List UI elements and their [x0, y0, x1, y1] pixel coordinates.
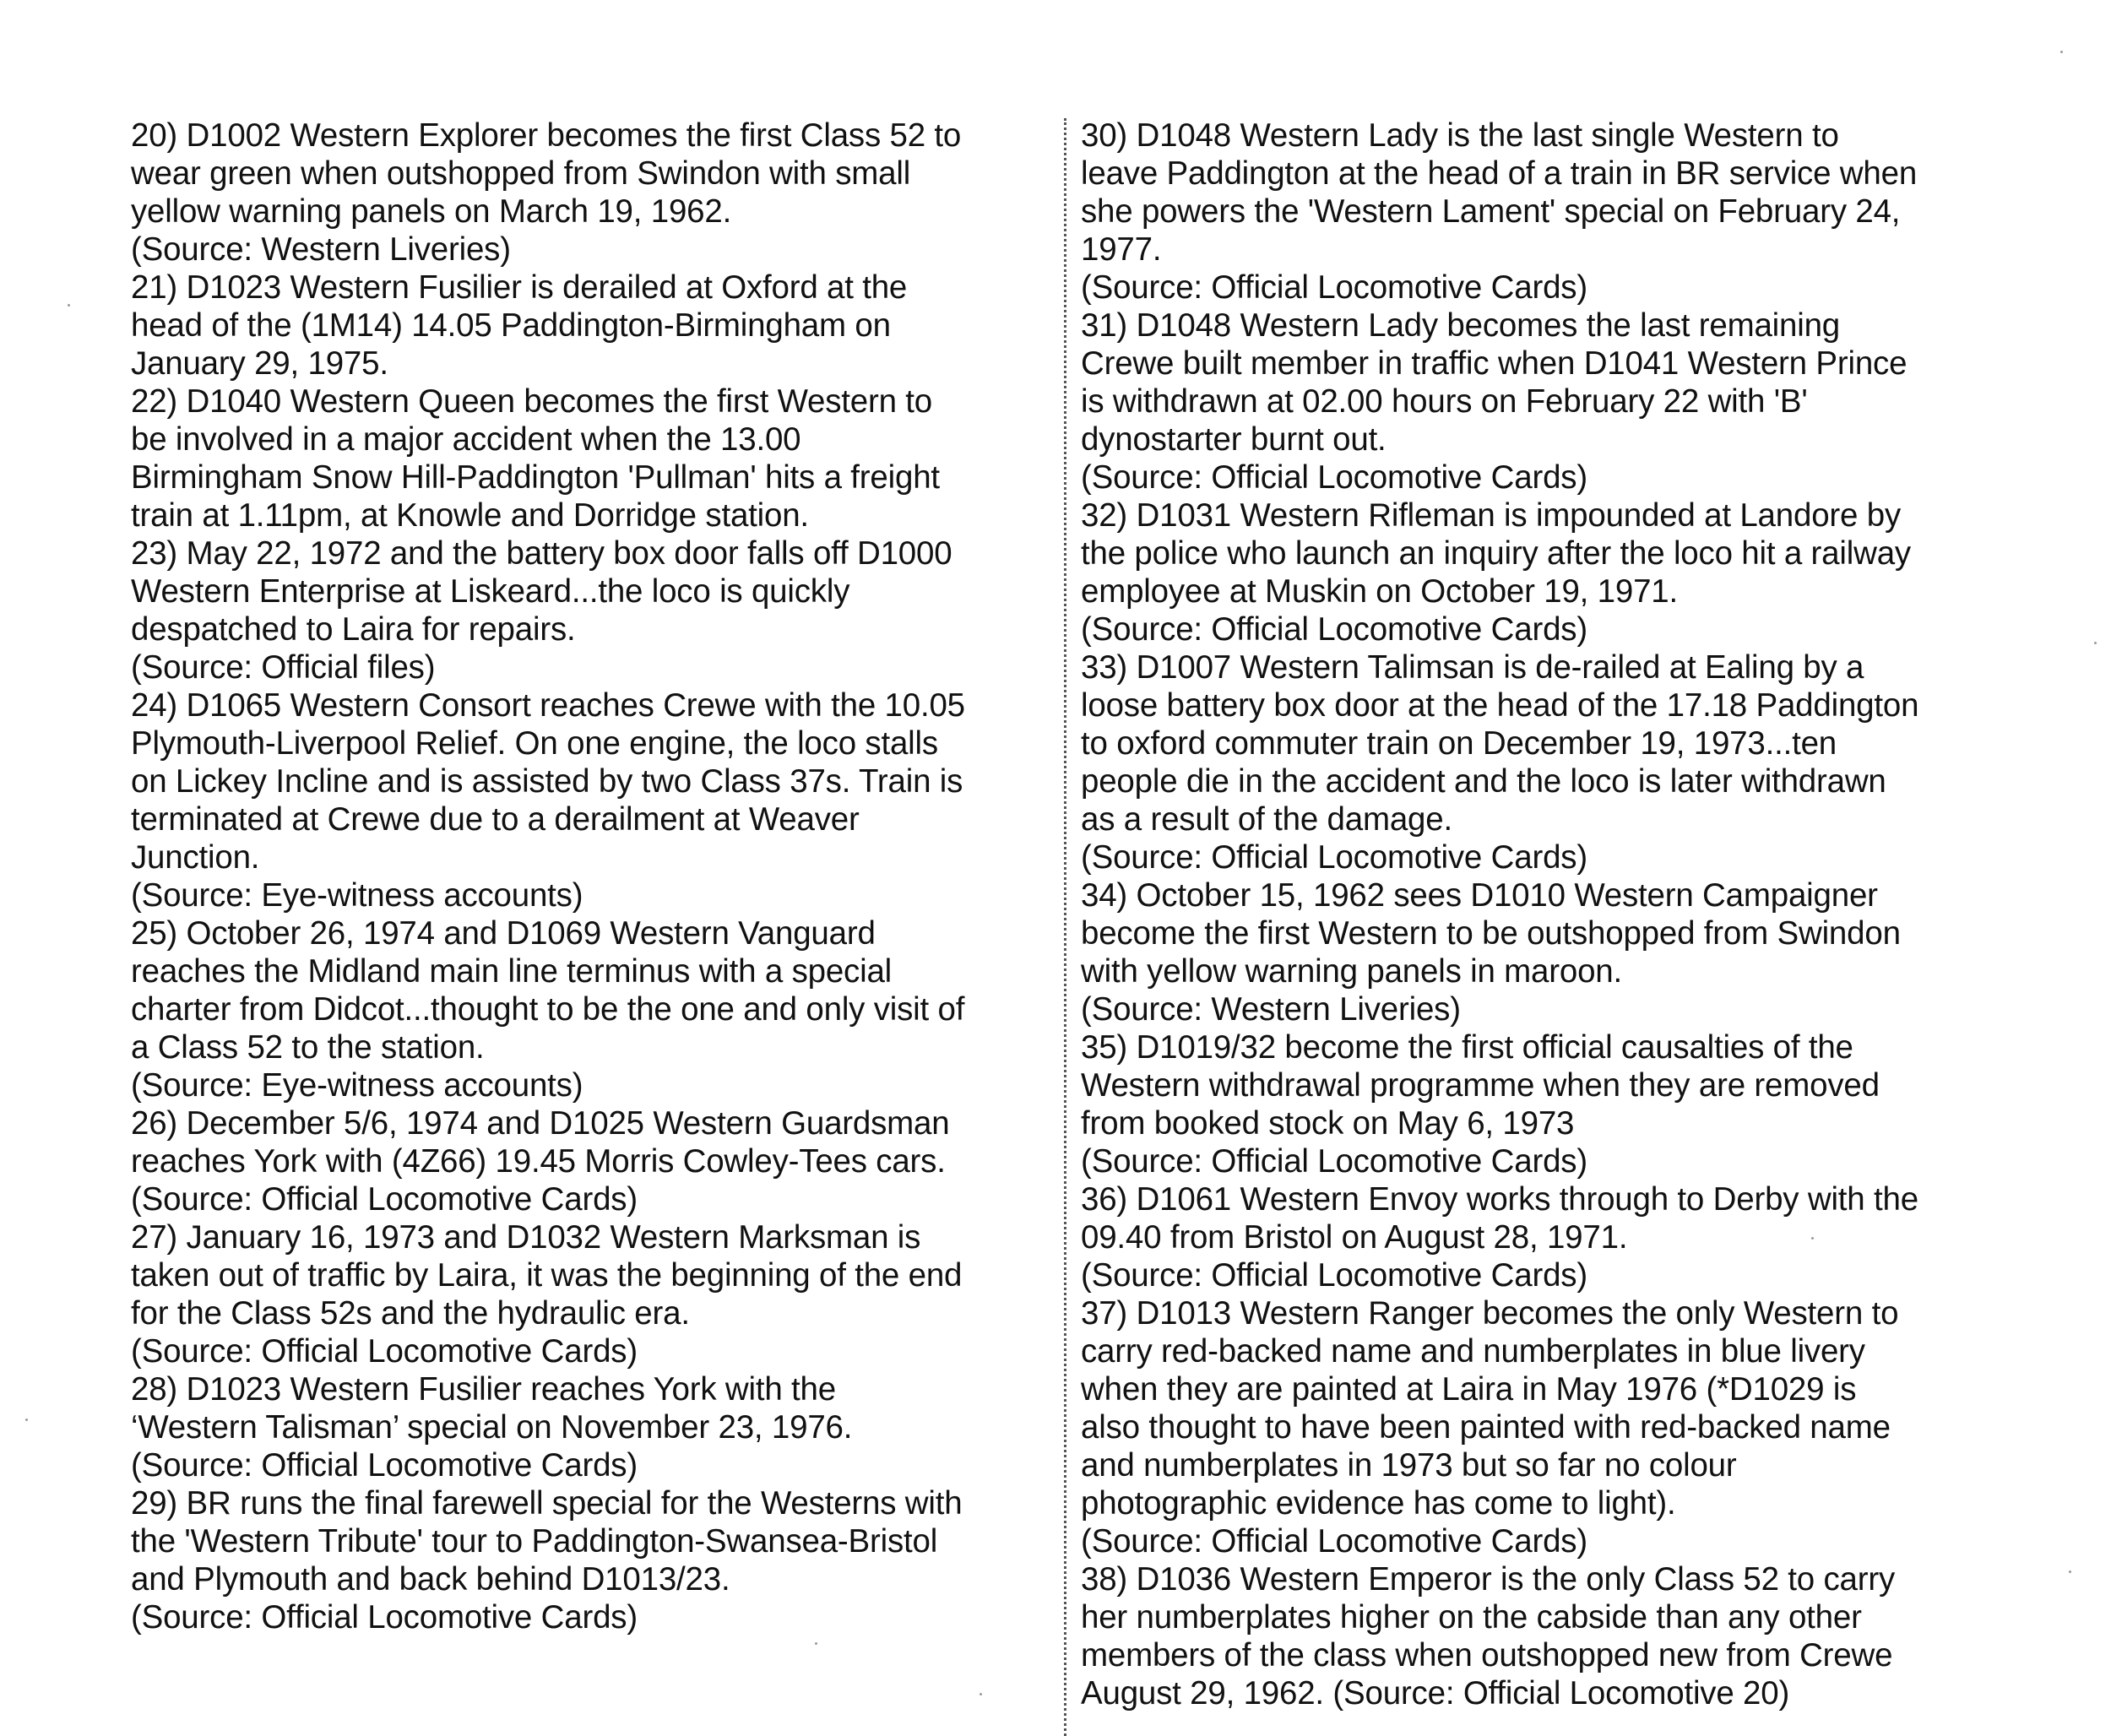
text-line: (Source: Official files)	[131, 649, 436, 686]
scan-speck	[1811, 1237, 1814, 1240]
text-line: 28) D1023 Western Fusilier reaches York with the	[131, 1371, 836, 1408]
column-divider	[1064, 118, 1066, 1736]
text-line: the 'Western Tribute' tour to Paddington-Swansea-Bristol	[131, 1523, 938, 1560]
scan-speck	[68, 304, 70, 307]
text-line: 21) D1023 Western Fusilier is derailed at Oxford at the	[131, 269, 908, 306]
text-line: (Source: Official Locomotive Cards)	[131, 1181, 638, 1218]
text-line: leave Paddington at the head of a train in BR service when	[1081, 155, 1918, 192]
text-line: for the Class 52s and the hydraulic era.	[131, 1295, 690, 1332]
text-line: with yellow warning panels in maroon.	[1081, 953, 1623, 990]
scan-speck	[2094, 642, 2097, 644]
text-line: 20) D1002 Western Explorer becomes the first Class 52 to	[131, 117, 962, 154]
text-line: be involved in a major accident when the 13.00	[131, 421, 801, 458]
text-line: photographic evidence has come to light).	[1081, 1485, 1676, 1522]
text-line: terminated at Crewe due to a derailment at Weaver	[131, 801, 860, 838]
text-line: 32) D1031 Western Rifleman is impounded at Landore by	[1081, 497, 1901, 534]
text-line: (Source: Official Locomotive Cards)	[1081, 1523, 1587, 1560]
text-line: 34) October 15, 1962 sees D1010 Western Campaigner	[1081, 877, 1878, 914]
text-line: become the first Western to be outshopped from Swindon	[1081, 915, 1901, 952]
text-line: ‘Western Talisman’ special on November 23, 1976.	[131, 1409, 853, 1446]
text-line: reaches York with (4Z66) 19.45 Morris Cowley-Tees cars.	[131, 1143, 946, 1180]
text-line: taken out of traffic by Laira, it was the beginning of the end	[131, 1257, 963, 1294]
text-line: charter from Didcot...thought to be the one and only visit of	[131, 991, 965, 1028]
text-line: wear green when outshopped from Swindon with small	[131, 155, 911, 192]
text-line: 36) D1061 Western Envoy works through to Derby with the	[1081, 1181, 1918, 1218]
left-column	[131, 117, 1043, 1636]
scan-speck	[2060, 51, 2063, 53]
text-line: 31) D1048 Western Lady becomes the last remaining	[1081, 307, 1841, 344]
text-line: Birmingham Snow Hill-Paddington 'Pullman' hits a freight	[131, 459, 940, 496]
text-line: 27) January 16, 1973 and D1032 Western Marksman is	[131, 1219, 921, 1256]
text-line: her numberplates higher on the cabside than any other	[1081, 1599, 1862, 1636]
text-line: (Source: Official Locomotive Cards)	[131, 1333, 638, 1370]
text-line: 09.40 from Bristol on August 28, 1971.	[1081, 1219, 1628, 1256]
text-line: Western Enterprise at Liskeard...the loco is quickly	[131, 573, 850, 610]
text-line: is withdrawn at 02.00 hours on February 22 with 'B'	[1081, 383, 1808, 420]
text-line: (Source: Official Locomotive Cards)	[1081, 269, 1587, 306]
text-line: 29) BR runs the final farewell special for the Westerns with	[131, 1485, 963, 1522]
text-line: (Source: Official Locomotive Cards)	[1081, 611, 1587, 648]
text-line: (Source: Official Locomotive Cards)	[1081, 1257, 1587, 1294]
text-line: train at 1.11pm, at Knowle and Dorridge station.	[131, 497, 809, 534]
text-line: August 29, 1962. (Source: Official Locomotive 20)	[1081, 1675, 1790, 1712]
text-line: 1977.	[1081, 231, 1162, 268]
text-line: a Class 52 to the station.	[131, 1029, 485, 1066]
text-line: 33) D1007 Western Talimsan is de-railed at Ealing by a	[1081, 649, 1864, 686]
text-line: also thought to have been painted with red-backed name	[1081, 1409, 1891, 1446]
text-line: employee at Muskin on October 19, 1971.	[1081, 573, 1679, 610]
text-line: carry red-backed name and numberplates in blue livery	[1081, 1333, 1865, 1370]
scan-speck	[980, 1693, 982, 1695]
text-line: 35) D1019/32 become the first official causalties of the	[1081, 1029, 1853, 1066]
text-line: despatched to Laira for repairs.	[131, 611, 576, 648]
text-line: 38) D1036 Western Emperor is the only Class 52 to carry	[1081, 1561, 1896, 1598]
text-line: yellow warning panels on March 19, 1962.	[131, 193, 732, 230]
text-line: when they are painted at Laira in May 1976 (*D1029 is	[1081, 1371, 1857, 1408]
text-line: (Source: Official Locomotive Cards)	[1081, 1143, 1587, 1180]
text-line: people die in the accident and the loco is later withdrawn	[1081, 763, 1886, 800]
scan-speck	[25, 1419, 28, 1421]
text-line: and numberplates in 1973 but so far no colour	[1081, 1447, 1737, 1484]
text-line: reaches the Midland main line terminus with a special	[131, 953, 893, 990]
text-line: (Source: Official Locomotive Cards)	[1081, 459, 1587, 496]
text-line: loose battery box door at the head of the 17.18 Paddington	[1081, 687, 1919, 724]
text-line: Junction.	[131, 839, 260, 876]
text-line: Crewe built member in traffic when D1041 Western Prince	[1081, 345, 1907, 382]
text-line: head of the (1M14) 14.05 Paddington-Birmingham on	[131, 307, 891, 344]
text-line: 22) D1040 Western Queen becomes the first Western to	[131, 383, 933, 420]
text-line: (Source: Eye-witness accounts)	[131, 877, 583, 914]
text-line: (Source: Official Locomotive Cards)	[131, 1599, 638, 1636]
text-line: 23) May 22, 1972 and the battery box door falls off D1000	[131, 535, 952, 572]
text-line: Plymouth-Liverpool Relief. On one engine, the loco stalls	[131, 725, 938, 762]
scan-speck	[2069, 1571, 2071, 1573]
right-column	[1081, 117, 2018, 1712]
text-line: 37) D1013 Western Ranger becomes the only Western to	[1081, 1295, 1899, 1332]
text-line: 30) D1048 Western Lady is the last single Western to	[1081, 117, 1839, 154]
text-line: members of the class when outshopped new from Crewe	[1081, 1637, 1893, 1674]
text-line: as a result of the damage.	[1081, 801, 1452, 838]
text-line: January 29, 1975.	[131, 345, 388, 382]
text-line: (Source: Official Locomotive Cards)	[131, 1447, 638, 1484]
text-line: and Plymouth and back behind D1013/23.	[131, 1561, 730, 1598]
text-line: from booked stock on May 6, 1973	[1081, 1105, 1575, 1142]
text-line: Western withdrawal programme when they are removed	[1081, 1067, 1880, 1104]
text-line: she powers the 'Western Lament' special on February 24,	[1081, 193, 1901, 230]
text-line: on Lickey Incline and is assisted by two Class 37s. Train is	[131, 763, 963, 800]
text-line: dynostarter burnt out.	[1081, 421, 1387, 458]
text-line: (Source: Western Liveries)	[131, 231, 511, 268]
text-line: (Source: Official Locomotive Cards)	[1081, 839, 1587, 876]
text-line: 26) December 5/6, 1974 and D1025 Western Guardsman	[131, 1105, 950, 1142]
text-line: (Source: Eye-witness accounts)	[131, 1067, 583, 1104]
text-line: (Source: Western Liveries)	[1081, 991, 1461, 1028]
text-line: 24) D1065 Western Consort reaches Crewe with the 10.05	[131, 687, 965, 724]
text-line: 25) October 26, 1974 and D1069 Western Vanguard	[131, 915, 876, 952]
text-line: the police who launch an inquiry after the loco hit a railway	[1081, 535, 1911, 572]
scan-speck	[815, 1642, 817, 1645]
text-line: to oxford commuter train on December 19, 1973...ten	[1081, 725, 1837, 762]
